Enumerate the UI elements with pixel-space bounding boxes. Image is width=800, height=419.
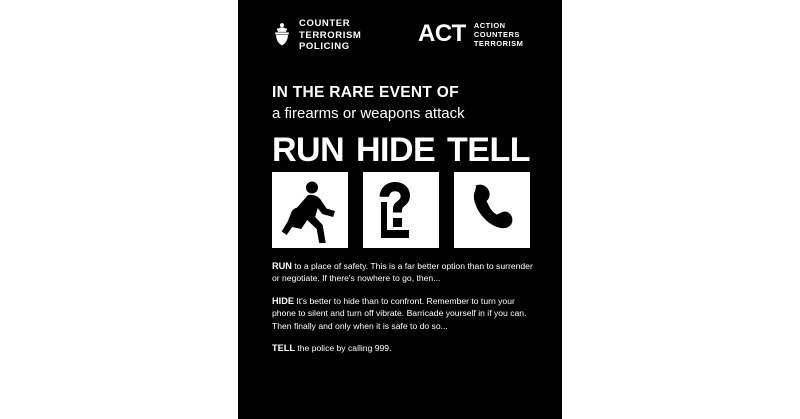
act-sub-2: COUNTERS [473,30,520,39]
act-wordmark: ACT [418,20,466,47]
act-logo [418,20,523,48]
pictogram-row [272,172,530,248]
police-crest-icon [272,22,292,48]
heading-tell: TELL [447,131,530,169]
act-poster [238,0,562,419]
body-text-run: to a place of safety. This is a far better option than to surrender or negotiate. If there's nowhere to go, then... [272,261,533,284]
act-strapline [474,20,524,48]
logo-row [238,18,562,62]
counter-terrorism-policing-logo [272,18,361,53]
body-keyword-tell: TELL [272,343,295,354]
body-text-hide: It's better to hide than to confront. Remember to turn your phone to silent and turn off vibrate. Barricade yourself in if you can. Then finally and only when it is safe to do so... [272,295,527,331]
body-keyword-run: RUN [272,261,292,271]
poster-body-copy [272,260,534,354]
act-sub-3: TERRORISM [473,39,524,48]
heading-hide: HIDE [355,131,436,169]
heading-run: RUN [272,131,345,169]
ctp-line-1: COUNTER [299,18,351,29]
hiding-person-icon [363,172,439,248]
body-paragraph-hide [272,295,534,332]
ctp-line-2: TERRORISM [299,29,362,41]
act-sub-1: ACTION [473,21,506,30]
telephone-handset-icon [454,172,530,248]
headline-line-2: a firearms or weapons attack [272,105,465,122]
running-person-icon [272,172,348,248]
poster-headline [272,84,532,123]
headline-line-1: IN THE RARE EVENT OF [272,84,459,101]
body-paragraph-run [272,260,534,285]
body-paragraph-tell [272,342,534,354]
ctp-wordmark [299,18,361,53]
ctp-line-3: POLICING [299,41,350,52]
body-text-tell: the police by calling 999. [294,343,392,354]
body-keyword-hide: HIDE [272,295,294,306]
run-hide-tell-headings [272,132,530,168]
